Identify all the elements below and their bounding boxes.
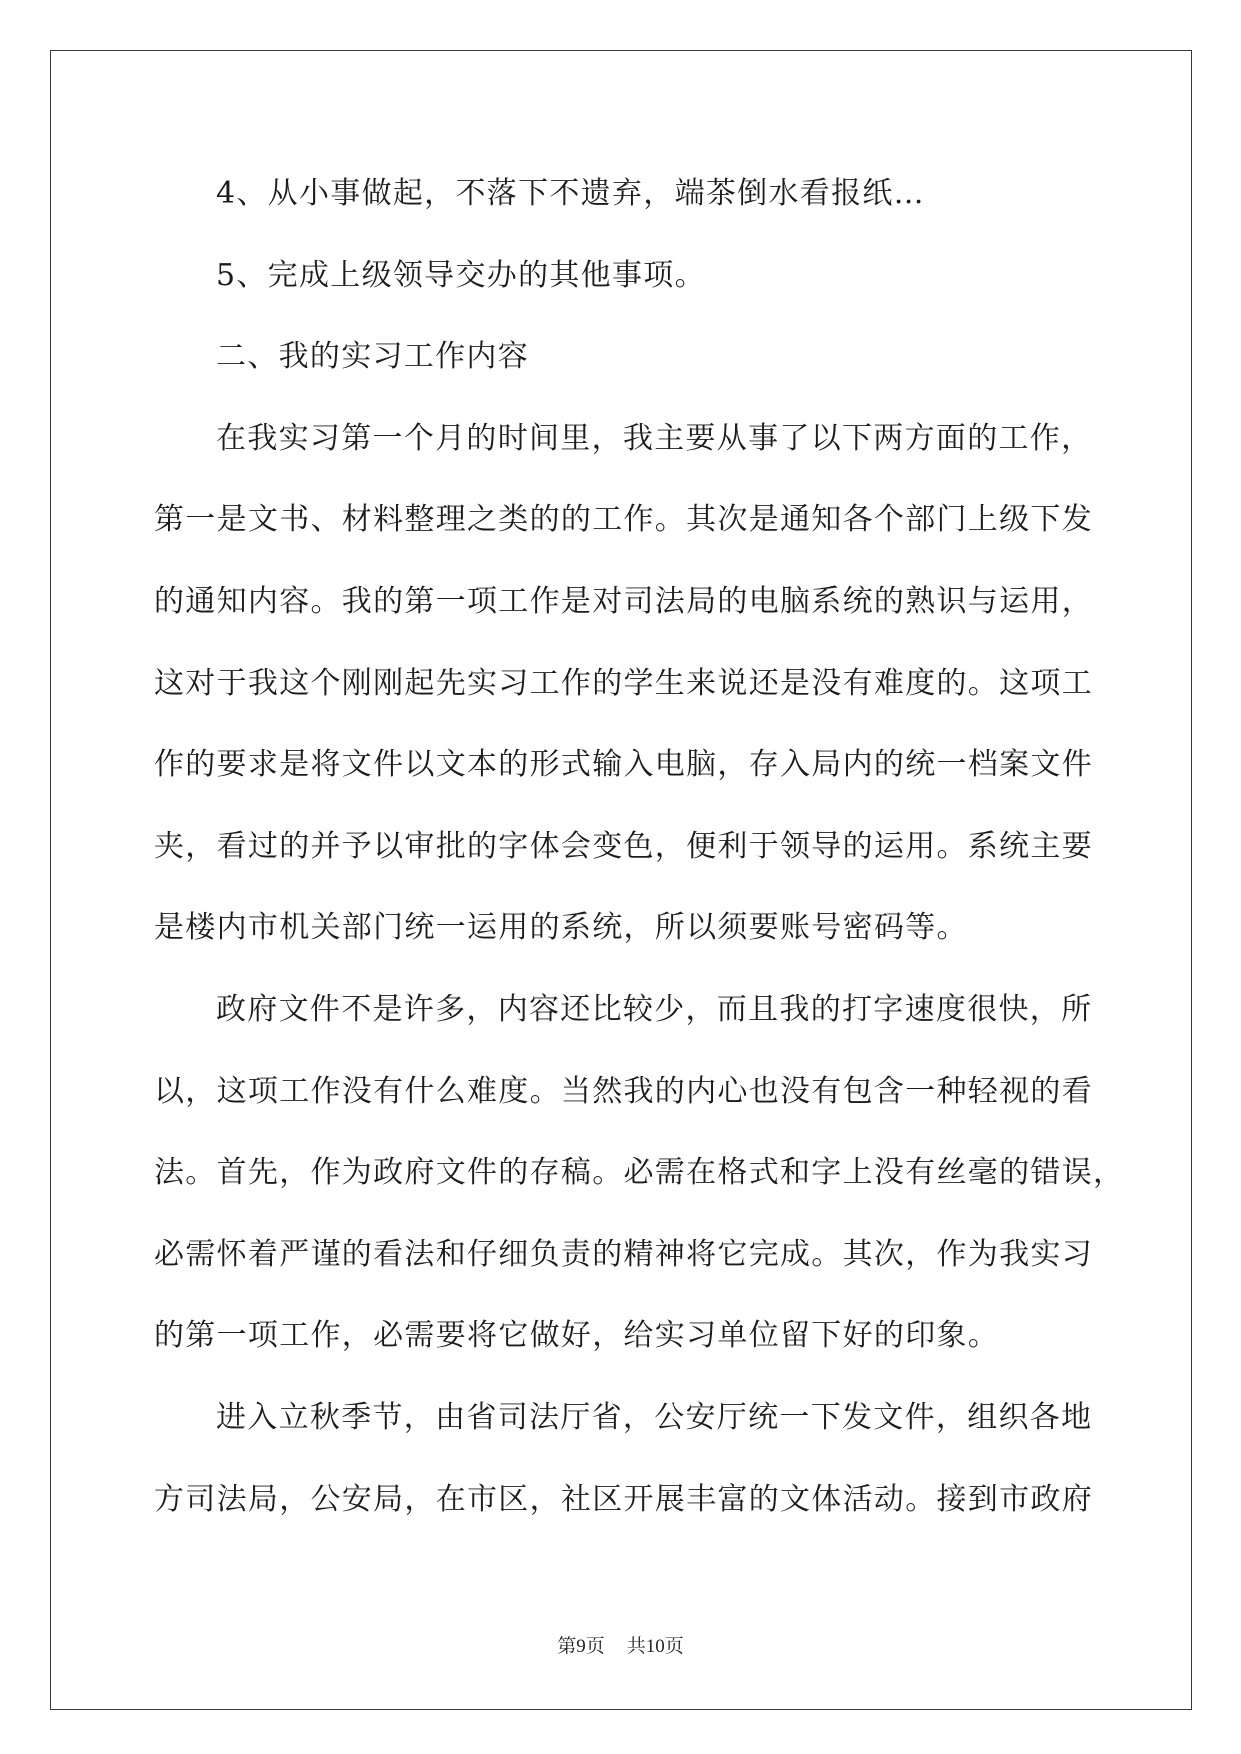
- document-body: [154, 153, 1154, 1540]
- text-line: 进入立秋季节，由省司法厅省，公安厅统一下发文件，组织各地: [216, 1399, 1093, 1435]
- section-heading: [154, 316, 1154, 398]
- text-line: 5、完成上级领导交办的其他事项。: [216, 257, 706, 293]
- text-line: 政府文件不是许多，内容还比较少，而且我的打字速度很快，所: [216, 991, 1093, 1027]
- text-line: 法。首先，作为政府文件的存稿。必需在格式和字上没有丝毫的错误，: [154, 1155, 1125, 1191]
- paragraph: [154, 153, 1154, 235]
- text-line: 在我实习第一个月的时间里，我主要从事了以下两方面的工作，: [216, 420, 1093, 456]
- page-footer: [0, 1632, 1241, 1662]
- text-line: 二、我的实习工作内容: [216, 339, 529, 375]
- paragraph: [154, 1377, 1154, 1540]
- text-line: 是楼内市机关部门统一运用的系统，所以须要账号密码等。: [154, 910, 968, 946]
- text-line: 4、从小事做起，不落下不遗弃，端茶倒水看报纸…: [216, 176, 925, 211]
- text-line: 的通知内容。我的第一项工作是对司法局的电脑系统的熟识与运用，: [154, 583, 1093, 619]
- text-line: 以，这项工作没有什么难度。当然我的内心也没有包含一种轻视的看: [154, 1073, 1093, 1109]
- paragraph: [154, 969, 1154, 1377]
- text-line: 的第一项工作，必需要将它做好，给实习单位留下好的印象。: [154, 1318, 1000, 1354]
- text-line: 第一是文书、材料整理之类的的工作。其次是通知各个部门上级下发: [154, 502, 1093, 538]
- text-line: 作的要求是将文件以文本的形式输入电脑，存入局内的统一档案文件: [154, 747, 1093, 783]
- text-line: 夹，看过的并予以审批的字体会变色，便利于领导的运用。系统主要: [154, 828, 1093, 864]
- paragraph: [154, 235, 1154, 317]
- total-pages: 共10页: [626, 1636, 684, 1657]
- current-page-number: 第9页: [557, 1636, 605, 1657]
- paragraph: [154, 398, 1154, 969]
- text-line: 方司法局，公安局，在市区，社区开展丰富的文体活动。接到市政府: [154, 1481, 1093, 1517]
- text-line: 这对于我这个刚刚起先实习工作的学生来说还是没有难度的。这项工: [154, 665, 1093, 701]
- text-line: 必需怀着严谨的看法和仔细负责的精神将它完成。其次，作为我实习: [154, 1236, 1093, 1272]
